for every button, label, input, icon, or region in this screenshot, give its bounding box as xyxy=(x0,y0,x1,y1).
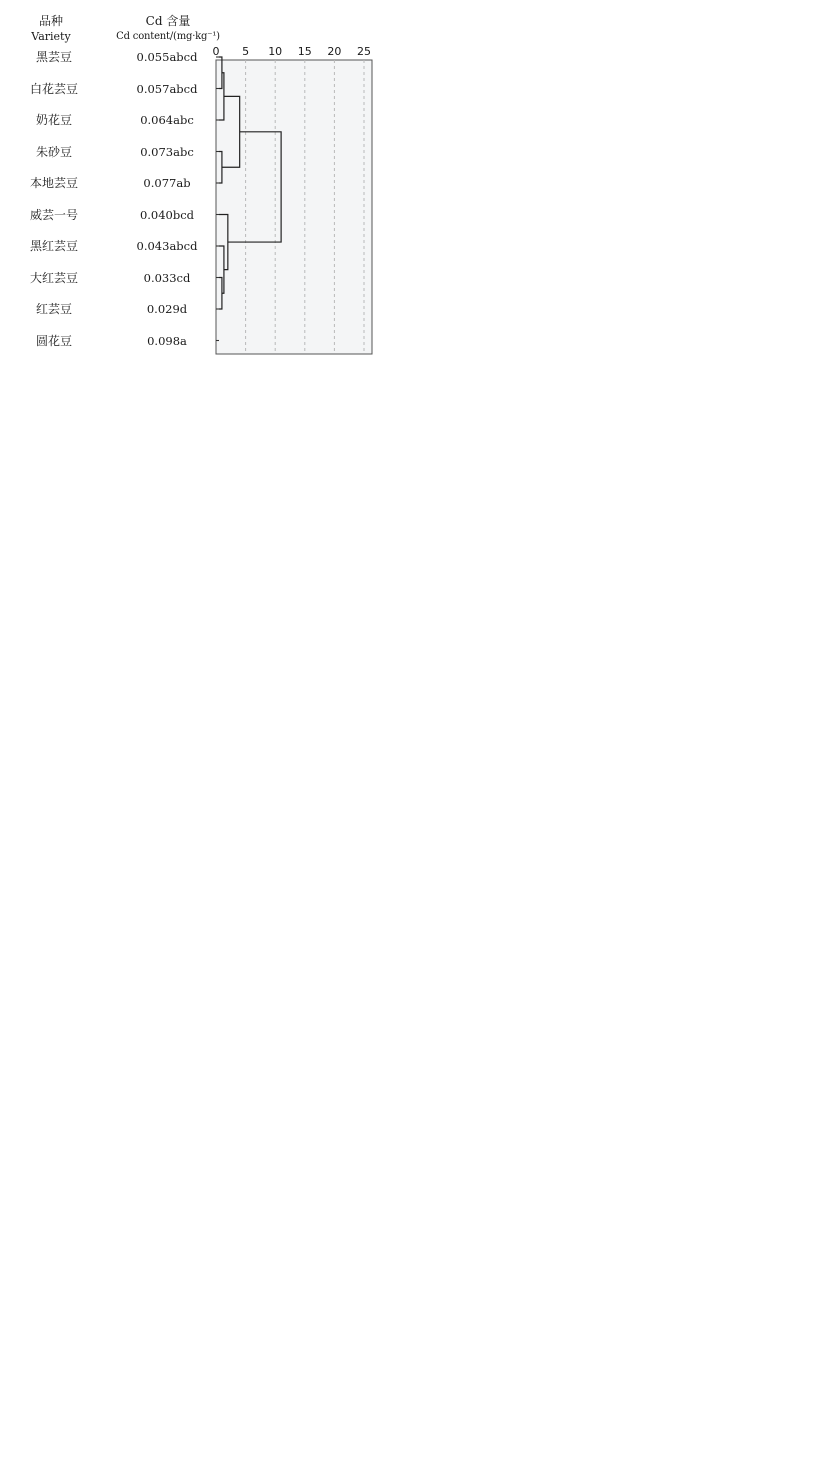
variety-name: 朱砂豆 xyxy=(35,144,72,159)
x-tick-label: 15 xyxy=(297,45,312,58)
content-value: 0.057abcd xyxy=(136,81,198,96)
variety-name: 威芸一号 xyxy=(29,207,78,222)
content-header-en: Cd content/(mg·kg⁻¹) xyxy=(116,31,220,42)
content-header-zh: Cd 含量 xyxy=(145,14,191,28)
x-tick-label: 10 xyxy=(268,45,283,58)
variety-name: 黑芸豆 xyxy=(35,50,72,64)
variety-header-zh: 品种 xyxy=(38,14,63,28)
variety-name: 圆花豆 xyxy=(35,333,72,348)
content-value: 0.033cd xyxy=(143,270,191,285)
x-tick-label: 5 xyxy=(242,45,250,58)
variety-name: 大红芸豆 xyxy=(29,270,78,285)
content-value: 0.064abc xyxy=(140,113,194,127)
x-tick-label: 20 xyxy=(327,45,342,58)
content-value: 0.029d xyxy=(146,302,188,316)
dendrogram-plot xyxy=(214,44,374,356)
variety-name: 本地芸豆 xyxy=(29,176,78,190)
content-header xyxy=(108,14,228,44)
variety-name: 白花芸豆 xyxy=(29,81,78,96)
variety-name: 红芸豆 xyxy=(35,302,72,316)
x-tick-label: 25 xyxy=(357,45,371,58)
variety-name: 奶花豆 xyxy=(35,113,72,127)
variety-header xyxy=(16,14,86,44)
content-value: 0.055abcd xyxy=(136,50,198,64)
content-value: 0.040bcd xyxy=(139,207,195,222)
content-value: 0.073abc xyxy=(140,144,194,159)
variety-header-en: Variety xyxy=(31,30,71,43)
content-value: 0.043abcd xyxy=(136,239,198,253)
variety-name: 黑红芸豆 xyxy=(29,239,78,253)
content-value: 0.077ab xyxy=(143,176,191,190)
x-tick-label: 0 xyxy=(212,45,220,58)
content-value: 0.098a xyxy=(147,333,187,348)
